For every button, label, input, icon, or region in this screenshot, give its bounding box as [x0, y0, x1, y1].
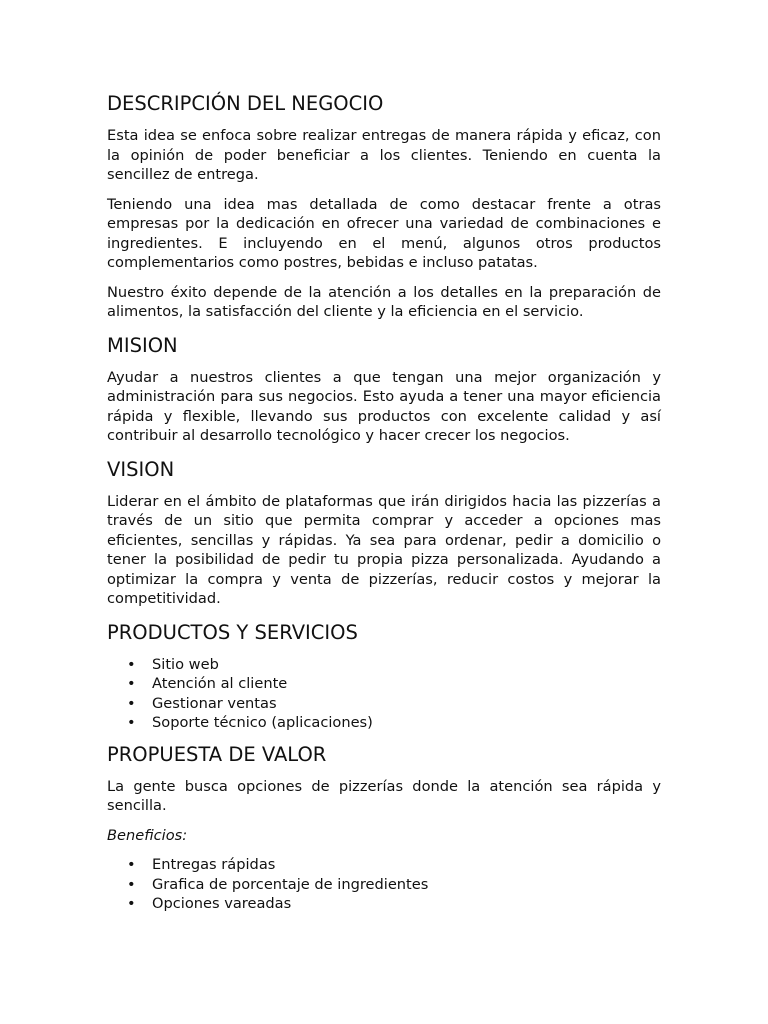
list-item: [107, 855, 661, 875]
list-item: [107, 713, 661, 733]
heading-vision: VISION: [107, 457, 175, 481]
heading-propuesta: PROPUESTA DE VALOR: [107, 742, 327, 766]
bullet-icon: •: [127, 714, 136, 731]
section-mision: [107, 332, 661, 446]
list-item: [107, 875, 661, 895]
heading-mision: MISION: [107, 333, 178, 357]
section-descripcion: [107, 90, 661, 322]
bullet-icon: •: [127, 675, 136, 692]
list-item-text: Opciones vareadas: [152, 895, 292, 912]
list-item-text: Entregas rápidas: [152, 856, 276, 873]
section-productos: [107, 619, 661, 733]
paragraph-descripcion-2: Teniendo una idea mas detallada de como destacar frente a otras empresas por la dedicación en ofrecer una variedad de combinaciones e ingredientes. E incluyendo en el menú, algunos otros productos complementarios como postres, bebidas e incluso patatas.: [107, 195, 661, 271]
bullet-icon: •: [127, 875, 136, 893]
heading-descripcion: DESCRIPCIÓN DEL NEGOCIO: [107, 92, 384, 115]
paragraph-descripcion-3: Nuestro éxito depende de la atención a los detalles en la preparación de alimentos, la satisfacción del cliente y la eficiencia en el servicio.: [107, 283, 661, 320]
list-item: [107, 655, 661, 675]
paragraph-propuesta: La gente busca opciones de pizzerías donde la atención sea rápida y sencilla.: [107, 777, 661, 814]
bullet-icon: •: [127, 895, 136, 912]
benefits-label: Beneficios:: [107, 826, 188, 844]
paragraph-mision: Ayudar a nuestros clientes a que tengan una mejor organización y administración para sus negocios. Esto ayuda a tener una mayor eficiencia rápida y flexible, llevando sus productos con excelente calidad y así contribuir al desarrollo tecnológico y hacer crecer los negocios.: [107, 368, 661, 444]
beneficios-list: [107, 855, 661, 914]
bullet-icon: •: [127, 856, 136, 873]
document-page: [107, 90, 661, 922]
list-item: [107, 694, 661, 714]
paragraph-descripcion-1: Esta idea se enfoca sobre realizar entregas de manera rápida y eficaz, con la opinión de poder beneficiar a los clientes. Teniendo en cuenta la sencillez de entrega.: [107, 127, 661, 183]
bullet-icon: •: [127, 694, 136, 712]
list-item: [107, 894, 661, 914]
list-item-text: Soporte técnico (aplicaciones): [152, 714, 373, 731]
list-item-text: Sitio web: [152, 655, 219, 673]
heading-productos: PRODUCTOS Y SERVICIOS: [107, 620, 358, 644]
productos-list: [107, 655, 661, 733]
list-item-text: Grafica de porcentaje de ingredientes: [152, 875, 429, 893]
list-item: [107, 674, 661, 694]
section-vision: [107, 456, 661, 609]
list-item-text: Atención al cliente: [152, 675, 288, 692]
bullet-icon: •: [127, 655, 136, 673]
paragraph-vision: Liderar en el ámbito de plataformas que irán dirigidos hacia las pizzerías a través de un sitio que permita comprar y acceder a opciones mas eficientes, sencillas y rápidas. Ya sea para ordenar, pedir a domicilio o tener la posibilidad de pedir tu propia pizza personalizada. Ayudando a optimizar la compra y venta de pizzerías, reducir costos y mejorar la competitividad.: [107, 492, 661, 607]
section-propuesta: [107, 741, 661, 914]
list-item-text: Gestionar ventas: [152, 694, 277, 712]
